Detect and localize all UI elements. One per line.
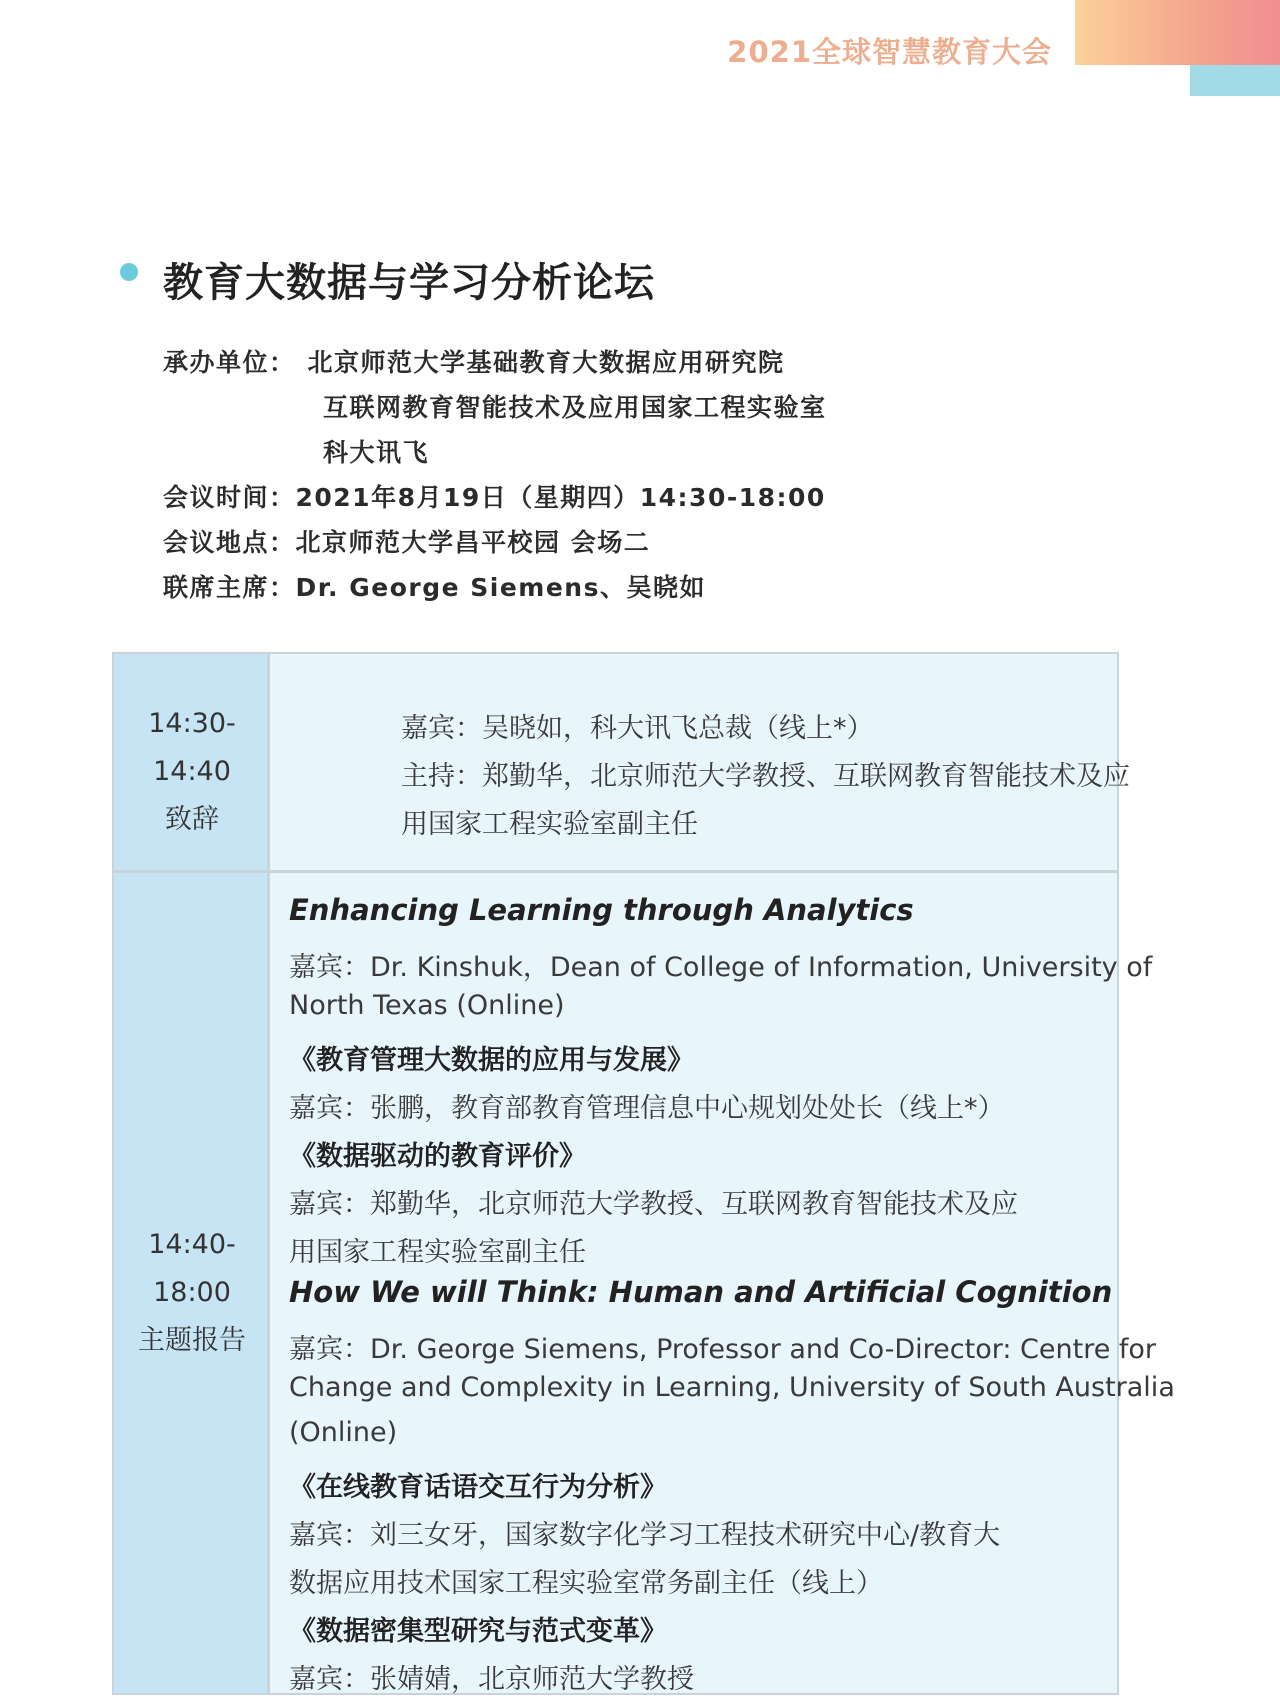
meeting-time: 会议时间：2021年8月19日（星期四）14:30-18:00 (163, 483, 826, 512)
talk6-guest: 嘉宾：张婧婧，北京师范大学教授 (289, 1664, 694, 1695)
talk4-guest-line-3: (Online) (289, 1417, 398, 1448)
row1-line-2: 主持：郑勤华，北京师范大学教授、互联网教育智能技术及应 (401, 761, 1130, 792)
talk1-guest-line-1: 嘉宾：Dr. Kinshuk，Dean of College of Information, University of (289, 952, 1153, 983)
talk4-guest-line-2: Change and Complexity in Learning, University of South Australia (289, 1372, 1175, 1403)
talk3-guest-line-1: 嘉宾：郑勤华，北京师范大学教授、互联网教育智能技术及应 (289, 1189, 1018, 1220)
talk5-title: 《在线教育话语交互行为分析》 (289, 1472, 667, 1503)
schedule-table (112, 652, 1175, 1695)
organizer-label: 承办单位： (163, 348, 296, 377)
row1-line-1: 嘉宾：吴晓如，科大讯飞总裁（线上*） (401, 713, 874, 744)
row1-session-label: 致辞 (165, 804, 219, 835)
row1-time-end: 14:40 (153, 756, 231, 787)
meeting-chairs: 联席主席：Dr. George Siemens、吴晓如 (163, 573, 706, 602)
meeting-venue: 会议地点：北京师范大学昌平校园 会场二 (163, 528, 651, 557)
organizer-1: 北京师范大学基础教育大数据应用研究院 (307, 348, 785, 377)
talk2-guest: 嘉宾：张鹏，教育部教育管理信息中心规划处处长（线上*） (289, 1093, 1005, 1124)
talk4-title: How We will Think: Human and Artificial Cognition (289, 1275, 1113, 1309)
talk5-guest-line-2: 数据应用技术国家工程实验室常务副主任（线上） (289, 1568, 883, 1599)
row2-session-label: 主题报告 (138, 1325, 246, 1356)
talk6-title: 《数据密集型研究与范式变革》 (289, 1616, 667, 1647)
row1-line-3: 用国家工程实验室副主任 (401, 809, 698, 840)
row2-content-cell (273, 873, 1175, 1695)
row1-time-cell (114, 654, 270, 870)
organizer-line (163, 343, 785, 379)
talk3-title: 《数据驱动的教育评价》 (289, 1141, 586, 1172)
organizer-2: 互联网教育智能技术及应用国家工程实验室 (323, 393, 827, 422)
talk5-guest-line-1: 嘉宾：刘三女牙，国家数字化学习工程技术研究中心/教育大 (289, 1520, 1001, 1551)
organizer-3: 科大讯飞 (323, 438, 430, 467)
bullet-dot-icon (120, 263, 138, 281)
talk2-title: 《教育管理大数据的应用与发展》 (289, 1045, 694, 1076)
talk1-title: Enhancing Learning through Analytics (289, 893, 914, 927)
forum-title: 教育大数据与学习分析论坛 (163, 260, 655, 306)
conference-title: 2021全球智慧教育大会 (727, 35, 1052, 69)
row2-time-start: 14:40- (148, 1229, 236, 1260)
header-teal-block (1190, 65, 1280, 96)
row1-content-cell (273, 654, 1130, 870)
row2-time-end: 18:00 (153, 1277, 231, 1308)
talk3-guest-line-2: 用国家工程实验室副主任 (289, 1237, 586, 1268)
talk4-guest-line-1: 嘉宾：Dr. George Siemens, Professor and Co-Director: Centre for (289, 1334, 1157, 1365)
row1-time-start: 14:30- (148, 708, 236, 739)
talk1-guest-line-2: North Texas (Online) (289, 990, 565, 1021)
header-gradient-block (1075, 0, 1280, 65)
row2-time-cell (114, 873, 270, 1693)
